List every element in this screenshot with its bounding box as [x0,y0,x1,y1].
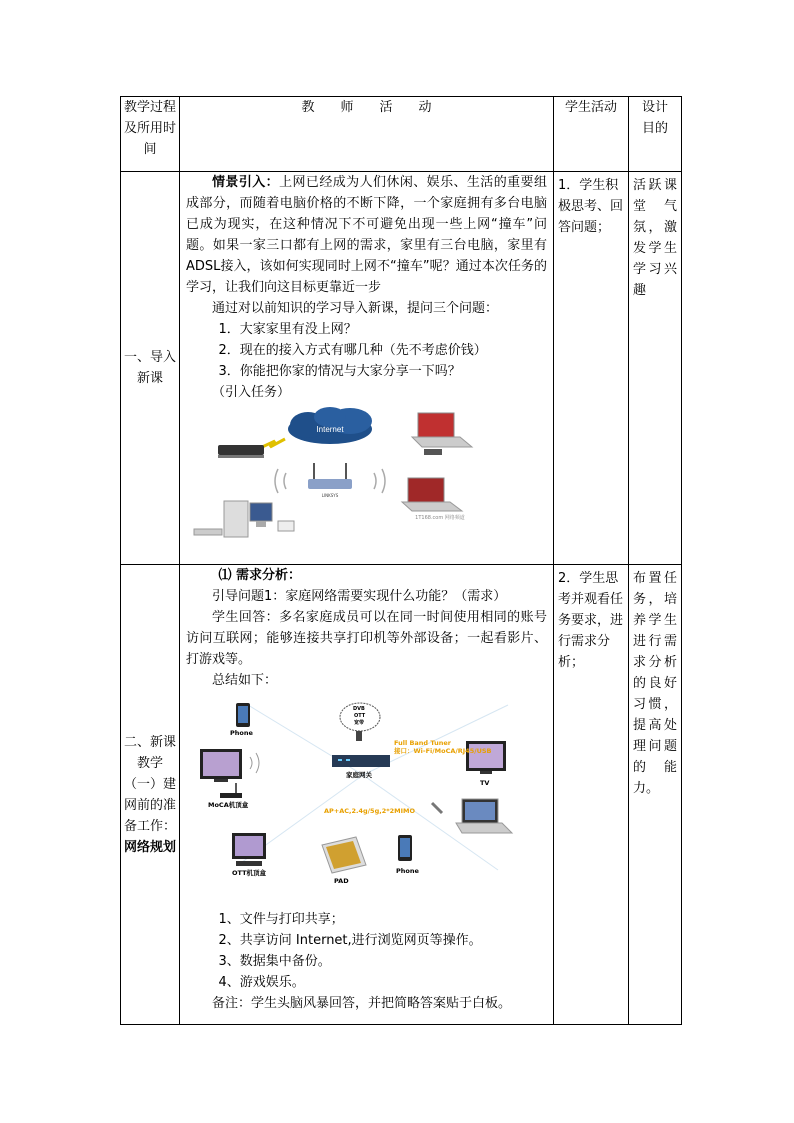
list-item-3: 3、数据集中备份。 [218,954,331,969]
guide-question: 引导问题1：家庭网络需要实现什么功能？（需求） [212,589,507,604]
label-pad: PAD [334,877,349,885]
label-phone-topleft: Phone [230,729,253,737]
laptop-right-icon [456,799,512,833]
label-kuandai: 宽带 [354,720,365,726]
intro-task: （引入任务） [212,385,291,400]
intro-label: 情景引入： [212,175,280,190]
tv-right-icon [466,741,506,774]
tablet-icon [322,837,366,873]
row-intro [121,172,682,565]
ott-box-icon [232,833,266,866]
purpose-newlesson: 布置任务，培养学生进行需求分析的良好习惯，提高处理问题的能力。 [629,565,682,1025]
home-gateway-icon [332,755,390,767]
phone-topleft-icon [236,703,250,727]
network-illustration-svg [190,403,495,543]
list-item-4: 4、游戏娱乐。 [218,975,305,990]
laptop-top-icon [412,413,472,455]
lesson-table [120,96,682,1025]
header-row [121,97,682,172]
intro-lead: 通过对以前知识的学习导入新课，提问三个问题： [212,301,499,316]
moca-box-icon [220,783,242,798]
label-tuner: Full Band Tuner [394,739,451,747]
header-stage: 教学过程及所用时间 [121,97,180,172]
header-teacher: 教 师 活 动 [180,97,554,172]
home-network-diagram [198,695,528,895]
question-2: 2．现在的接入方式有哪几种（先不考虑价钱） [218,343,487,358]
list-item-2: 2、共享访问 Internet,进行浏览网页等操作。 [218,933,482,948]
label-phone-bottom: Phone [396,867,419,875]
row-newlesson [121,565,682,1025]
desktop-computer-icon [194,501,294,537]
phone-bottom-icon [398,835,412,861]
list-item-1: 1、文件与打印共享； [218,912,344,927]
label-ott: OTT [354,713,366,719]
cloud-label: Internet [316,425,344,434]
stage-newlesson [121,565,180,1025]
image-watermark: 1T168.com 网络频道 [415,515,465,521]
laptop-bottom-icon [402,478,462,511]
stage-intro: 一、导入新课 [121,172,180,565]
cable-icon [432,803,442,813]
tv-left-icon [200,749,259,782]
label-dvb: DVB [353,706,365,712]
teacher-intro [180,172,554,565]
analysis-heading: ⑴ 需求分析： [218,568,302,583]
label-wifi-std: AP+AC,2.4g/5g,2*2MIMO [324,807,416,815]
label-tv: TV [480,779,490,787]
label-moca: MoCA机顶盒 [208,801,249,809]
label-interface: 接口：Wi-Fi/MoCA/RJ45/USB [394,747,492,755]
student-intro: 1．学生积极思考、回答问题； [554,172,629,565]
question-3: 3．你能把你家的情况与大家分享一下吗？ [218,364,461,379]
summary-label: 总结如下： [212,673,278,688]
teacher-newlesson [180,565,554,1025]
label-gateway: 家庭网关 [346,771,372,779]
student-newlesson: 2．学生思考并观看任务要求，进行需求分析； [554,565,629,1025]
stage-newlesson-bold: 网络规划 [123,839,176,855]
header-student: 学生活动 [554,97,629,172]
wireless-router-icon [275,463,385,493]
intro-text: 上网已经成为人们休闲、娱乐、生活的重要组成部分，而随着电脑价格的不断下降，一个家庭拥有多台电脑已成为现实，在这种情况下不可避免出现一些上网“撞车”问题。如果一家三口都有上网的需求，家里有三台电脑，家里有ADSL接入，该如何实现同时上网不“撞车”呢？通过本次任务的学习，让我们向这目标更靠近一步 [186,175,547,295]
router-brand: LINKSYS [321,493,339,498]
network-illustration [190,403,495,543]
modem-icon [218,445,264,458]
question-1: 1．大家家里有没上网？ [218,322,357,337]
purpose-intro: 活跃课堂气氛，激发学生学习兴趣 [629,172,682,565]
label-ott-box: OTT机顶盒 [232,869,267,877]
student-answer: 学生回答：多名家庭成员可以在同一时间使用相同的账号访问互联网；能够连接共享打印机等外部设备；一起看影片、打游戏等。 [186,610,547,667]
header-purpose: 设计目的 [629,97,682,172]
note: 备注：学生头脑风暴回答，并把简略答案贴于白板。 [212,996,512,1011]
stage-newlesson-text: 二、新课教学（一）建网前的准备工作： [123,734,176,834]
